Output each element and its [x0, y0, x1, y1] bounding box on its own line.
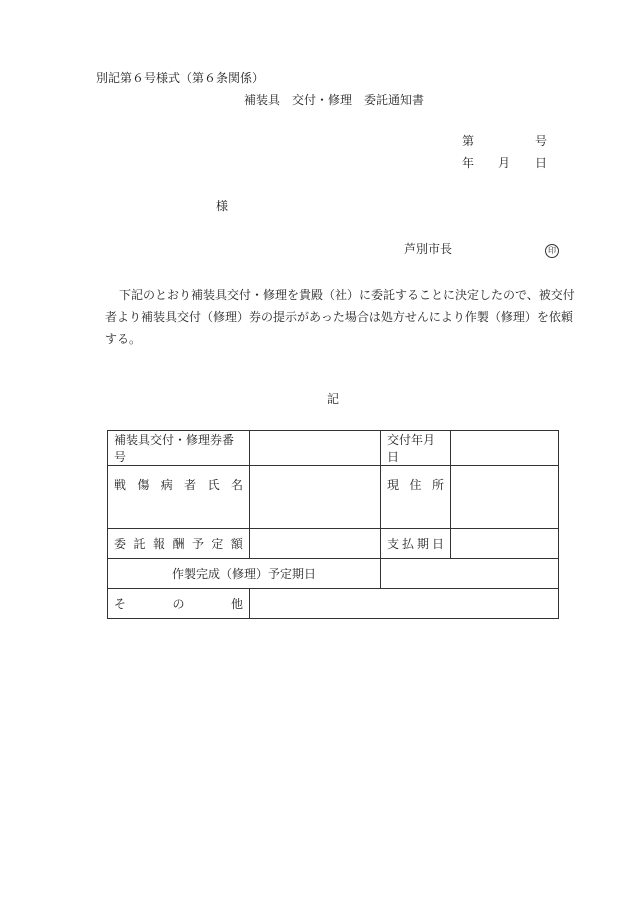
completion-date-label: 作製完成（修理）予定期日 — [108, 559, 381, 589]
addressee-sama: 様 — [216, 199, 229, 213]
table-row — [108, 431, 559, 466]
doc-number-dai: 第 — [462, 134, 475, 148]
table-row — [108, 466, 559, 529]
form-reference: 別記第６号様式（第６条関係） — [96, 71, 265, 85]
other-label — [108, 589, 250, 619]
ki-heading: 記 — [327, 392, 340, 406]
date-day: 日 — [535, 156, 548, 170]
body-text: 下記のとおり補装具交付・修理を貴殿（社）に委託することに決定したので、被交付者より補装具交付（修理）券の提示があった場合は処方せんにより作製（修理）を依頼する。 — [105, 288, 575, 346]
patient-name-label — [108, 466, 250, 529]
voucher-number-label: 補装具交付・修理券番号 — [108, 431, 250, 466]
table-row — [108, 559, 559, 589]
seal-mark: 印 — [545, 244, 559, 258]
table-row — [108, 589, 559, 619]
other-text: そ の 他 — [114, 597, 243, 611]
payment-date-value[interactable] — [451, 529, 559, 559]
voucher-number-value[interactable] — [250, 431, 381, 466]
issuer-name: 芦別市長 — [404, 242, 453, 256]
patient-name-text: 戦 傷 病 者 氏 名 — [114, 478, 243, 492]
payment-date-text: 支 払 期 日 — [387, 537, 444, 551]
fee-label — [108, 529, 250, 559]
document-title: 補装具 交付・修理 委託通知書 — [244, 93, 425, 107]
table-row — [108, 529, 559, 559]
date-month: 月 — [498, 156, 511, 170]
doc-number-go: 号 — [535, 134, 548, 148]
address-value[interactable] — [451, 466, 559, 529]
issue-date-value[interactable] — [451, 431, 559, 466]
patient-name-value[interactable] — [250, 466, 381, 529]
date-year: 年 — [462, 156, 475, 170]
fee-text: 委 託 報 酬 予 定 額 — [114, 537, 243, 551]
completion-date-value[interactable] — [381, 559, 559, 589]
seal-icon — [545, 242, 559, 258]
payment-date-label — [381, 529, 451, 559]
address-text: 現 住 所 — [387, 478, 444, 492]
delegation-table — [107, 430, 559, 619]
address-label — [381, 466, 451, 529]
issue-date-label: 交付年月日 — [381, 431, 451, 466]
fee-value[interactable] — [250, 529, 381, 559]
other-value[interactable] — [250, 589, 559, 619]
